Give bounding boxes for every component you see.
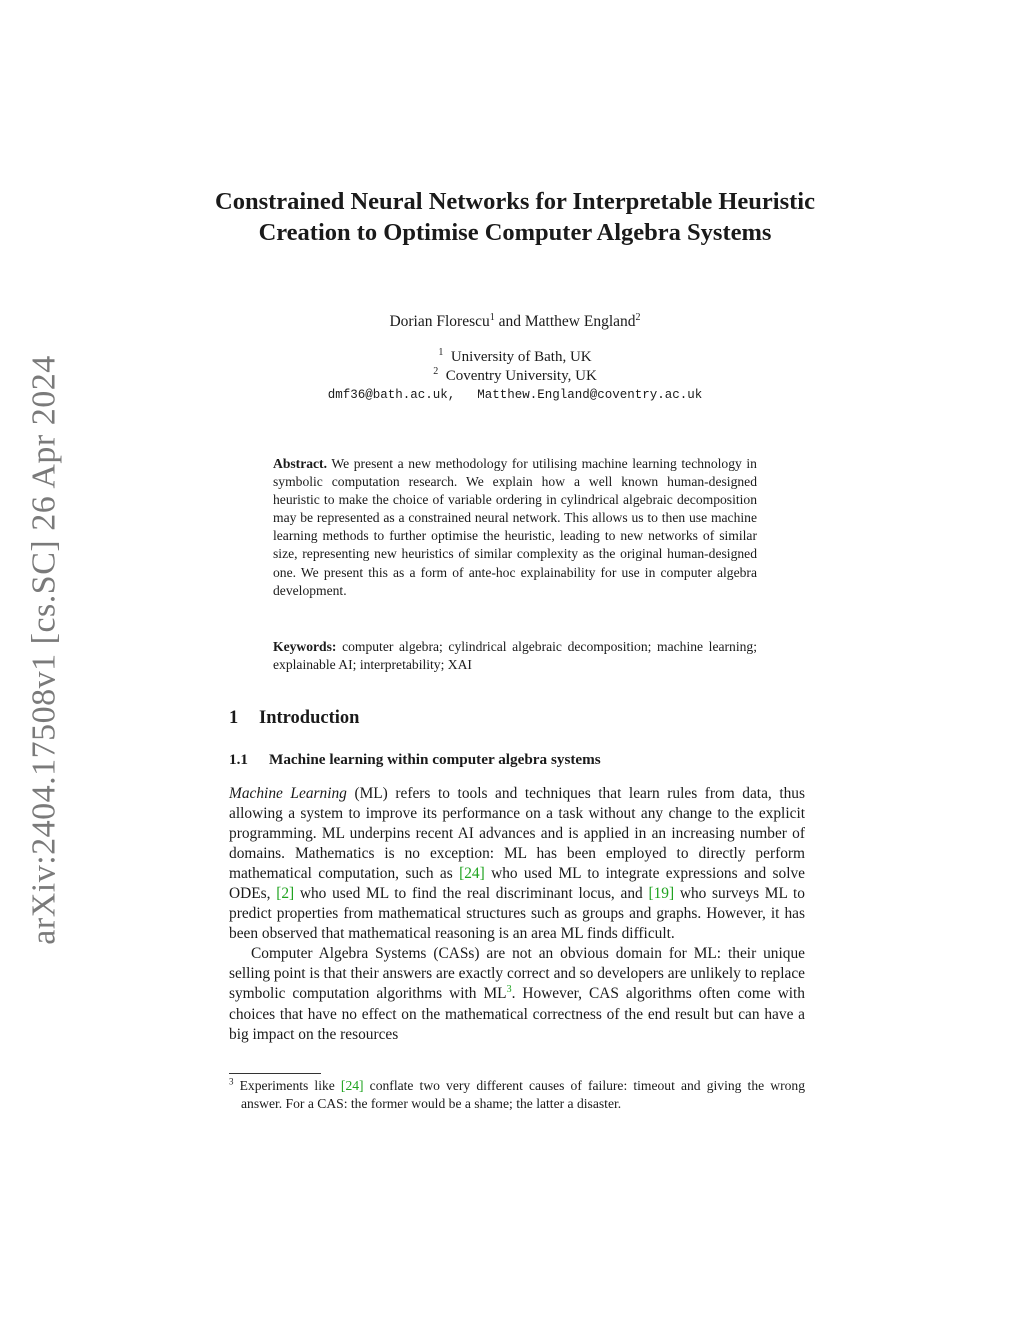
affiliation-name: University of Bath, UK <box>450 349 592 365</box>
arxiv-id-text: arXiv:2404.17508v1 [cs.SC] 26 Apr 2024 <box>26 355 64 945</box>
body-text <box>229 784 805 1045</box>
paragraph <box>229 944 805 1044</box>
footnote-link[interactable]: 3 <box>506 984 512 996</box>
affiliation-mark: 1 <box>438 347 444 358</box>
subsection-number: 1.1 <box>229 751 248 768</box>
defined-term: Machine Learning <box>229 785 347 802</box>
text-run: conflate two very different causes of failure: timeout and giving the wrong answer. For a CAS: the former would be a shame; the latter a disaster. <box>241 1078 805 1111</box>
text-run: who used ML to find the real discriminant locus, and <box>294 885 649 903</box>
citation-link[interactable]: [24] <box>459 865 485 883</box>
text-run: Computer Algebra Systems (CASs) are not an obvious domain for ML: their unique selling point is that their answers are exactly correct and so developers are unlikely to replace symbolic computation algorithms with ML <box>229 945 805 1003</box>
email-link[interactable]: dmf36@bath.ac.uk, <box>327 388 456 402</box>
affiliation-mark: 2 <box>433 366 439 377</box>
text-run: who used ML to integrate expressions and solve ODEs, <box>229 865 806 903</box>
arxiv-identifier-stamp <box>10 355 80 945</box>
author-emails <box>212 388 818 402</box>
section-heading <box>229 708 359 729</box>
keywords <box>273 638 757 674</box>
paper-title: Constrained Neural Networks for Interpretable Heuristic Creation to Optimise Computer Algebra Systems <box>215 188 815 246</box>
affiliation-line <box>212 348 818 367</box>
abstract-label: Abstract. <box>273 456 327 471</box>
footnote <box>229 1077 805 1113</box>
section-number: 1 <box>229 708 239 728</box>
author-name: Dorian Florescu <box>389 313 490 330</box>
author-connector: and <box>494 313 525 330</box>
text-run: who surveys ML to predict properties from mathematical structures such as groups and graphs. However, it has been observed that mathematical reasoning is an area ML finds difficult. <box>229 885 806 943</box>
author-name: Matthew England <box>524 313 636 330</box>
affiliation-mark: 1 <box>489 311 495 323</box>
affiliation-name: Coventry University, UK <box>445 368 597 384</box>
section-title: Introduction <box>259 708 360 728</box>
footnote-mark: 3 <box>229 1076 234 1087</box>
affiliations <box>212 348 818 386</box>
footnote-rule <box>229 1073 321 1074</box>
text-run: Experiments like <box>239 1078 341 1093</box>
subsection-heading <box>229 751 601 769</box>
abstract-text: We present a new methodology for utilising machine learning technology in symbolic computation research. We explain how a well known human-designed heuristic to make the choice of variable ordering in cylindrical algebraic decomposition may be represented as a constrained neural network. This allows us to then use machine learning methods to further optimise the heuristic, leading to new networks of similar size, representing new heuristics of similar complexity as the original human-designed one. We present this as a form of ante-hoc explainability for use in computer algebra development. <box>273 456 757 598</box>
keywords-text: computer algebra; cylindrical algebraic decomposition; machine learning; explainable AI; interpretability; XAI <box>273 639 757 673</box>
affiliation-mark: 2 <box>635 311 641 323</box>
affiliation-line <box>212 367 818 386</box>
citation-link[interactable]: [24] <box>340 1078 364 1093</box>
text-run: . However, CAS algorithms often come with choices that have no effect on the mathematical correctness of the end result but can have a big impact on the resources <box>229 985 805 1043</box>
text-run: (ML) refers to tools and techniques that learn rules from data, thus allowing a system to improve its performance on a task without any change to the explicit programming. ML underpins recent AI advances and is applied in an increasing number of domains. Mathematics is no exception: ML has been employed to directly perform mathematical computation, such as <box>229 785 805 883</box>
author-list <box>212 313 818 331</box>
email-link[interactable]: Matthew.England@coventry.ac.uk <box>477 388 703 402</box>
citation-link[interactable]: [19] <box>648 885 675 903</box>
keywords-label: Keywords: <box>273 639 337 654</box>
subsection-title: Machine learning within computer algebra systems <box>269 751 601 768</box>
citation-link[interactable]: [2] <box>276 885 295 903</box>
paragraph <box>229 784 805 944</box>
abstract <box>273 455 757 600</box>
